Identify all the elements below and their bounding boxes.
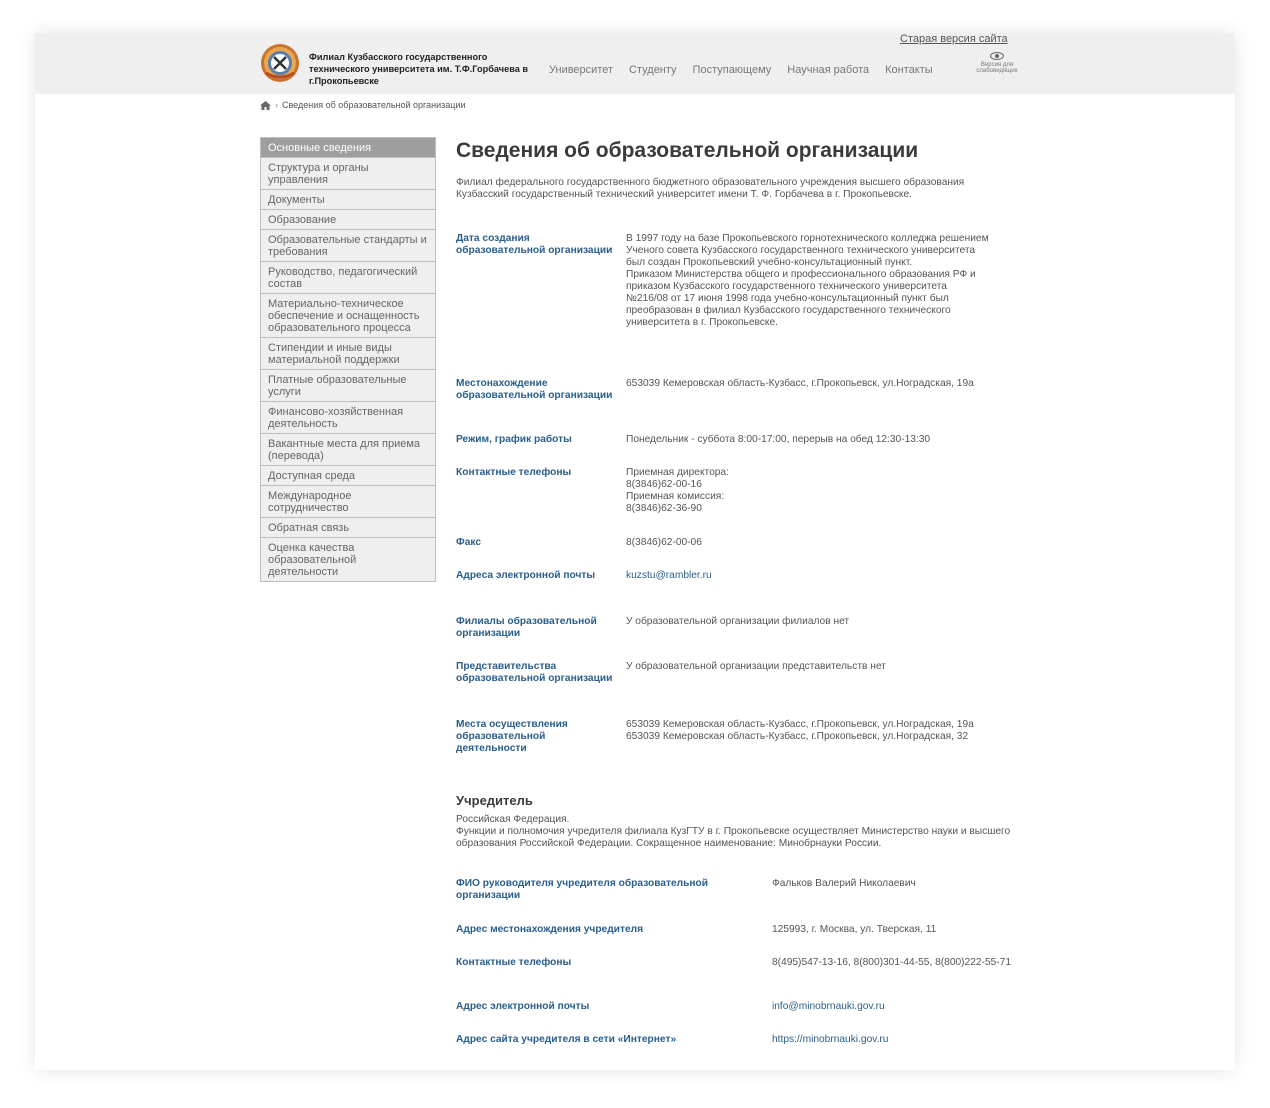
row-label: Представительства образовательной организации [456, 661, 613, 684]
eye-icon [990, 52, 1004, 60]
row-label: Режим, график работы [456, 434, 572, 445]
sidebar-item-management[interactable]: Руководство, педагогический состав [260, 262, 436, 294]
breadcrumb-separator: › [275, 100, 278, 110]
founder-website-link[interactable]: https://minobrnauki.gov.ru [772, 1034, 889, 1045]
nav-item-university[interactable]: Университет [549, 64, 614, 76]
sidebar-item-international[interactable]: Международное сотрудничество [260, 486, 436, 518]
row-value: Фальков Валерий Николаевич [772, 878, 916, 889]
row-label: Адрес электронной почты [456, 1001, 590, 1012]
breadcrumb-current: Сведения об образовательной организации [282, 100, 466, 110]
row-value: У образовательной организации представительств нет [626, 661, 886, 672]
row-value: 8(495)547-13-16, 8(800)301-44-55, 8(800)222-55-71 [772, 957, 1012, 968]
row-value: 653039 Кемеровская область-Кузбасс, г.Прокопьевск, ул.Ноградская, 19а [626, 378, 974, 389]
founder-email-link[interactable]: info@minobrnauki.gov.ru [772, 1001, 885, 1012]
sidebar-item-documents[interactable]: Документы [260, 190, 436, 210]
row-value: У образовательной организации филиалов нет [626, 616, 850, 627]
row-value: 8(3846)62-00-06 [626, 537, 702, 548]
row-label: Адрес местонахождения учредителя [456, 924, 644, 935]
row-label: Факс [456, 537, 481, 548]
row-label: Адрес сайта учредителя в сети «Интернет» [456, 1034, 677, 1045]
row-value: Приемная директора: 8(3846)62-00-16 Приемная комиссия: 8(3846)62-36-90 [626, 467, 729, 514]
founder-title: Учредитель [456, 793, 533, 808]
row-label: Места осуществления образовательной деятельности [456, 719, 568, 754]
sidebar-item-quality[interactable]: Оценка качества образовательной деятельности [260, 538, 436, 582]
founder-text: Российская Федерация. Функции и полномочия учредителя филиала КузГТУ в г. Прокопьевске осуществляет Министерство науки и высшего образования Российской Федерации. Сокращенное наименование: Минобрнауки России. [456, 814, 1011, 849]
sidebar-menu [260, 137, 436, 582]
sidebar-item-paid-services[interactable]: Платные образовательные услуги [260, 370, 436, 402]
row-label: Контактные телефоны [456, 467, 572, 478]
sidebar-item-vacancies[interactable]: Вакантные места для приема (перевода) [260, 434, 436, 466]
row-value: 653039 Кемеровская область-Кузбасс, г.Прокопьевск, ул.Ноградская, 19а 653039 Кемеровская область-Кузбасс, г.Прокопьевск, ул.Ноградская, 32 [626, 719, 974, 742]
row-label: Дата создания образовательной организации [456, 233, 613, 256]
old-site-link[interactable]: Старая версия сайта [900, 33, 1008, 45]
row-label: Контактные телефоны [456, 957, 572, 968]
nav-item-research[interactable]: Научная работа [787, 64, 870, 76]
row-label: Местонахождение образовательной организации [456, 378, 613, 401]
org-name[interactable]: Филиал Кузбасского государственного технического университета им. Т.Ф.Горбачева в г.Прокопьевске [309, 52, 529, 86]
sidebar-item-education[interactable]: Образование [260, 210, 436, 230]
row-value: Понедельник - суббота 8:00-17:00, перерыв на обед 12:30-13:30 [626, 434, 931, 445]
email-link[interactable]: kuzstu@rambler.ru [626, 570, 712, 581]
low-vision-button[interactable] [967, 52, 1027, 74]
nav-item-student[interactable]: Студенту [629, 64, 677, 76]
university-emblem-icon[interactable] [260, 43, 300, 83]
main-nav [549, 64, 949, 76]
sidebar-item-basic-info[interactable]: Основные сведения [260, 137, 436, 158]
breadcrumb [260, 100, 465, 110]
row-value: В 1997 году на базе Прокопьевского горнотехнического колледжа решением Ученого совета Кузбасского государственного технического университета был создан Прокопьевский учебно-консультационный пункт. Приказом Министерства общего и профессионального образования РФ и приказом Кузбасского государственного технического университета №216/08 от 17 июня 1998 года учебно-консультационный пункт был преобразован в филиал Кузбасского государственного технического университета в г. Прокопьевске. [626, 233, 989, 328]
intro-text: Филиал федерального государственного бюджетного образовательного учреждения высшего образования Кузбасский государственный технический университет имени Т. Ф. Горбачева в г. Прокопьевске. [456, 177, 965, 200]
site-header [35, 33, 1235, 94]
row-label: Адреса электронной почты [456, 570, 596, 581]
low-vision-label: Версия для слабовидящих [976, 62, 1018, 74]
row-label: Филиалы образовательной организации [456, 616, 597, 639]
sidebar-item-facilities[interactable]: Материально-техническое обеспечение и оснащенность образовательного процесса [260, 294, 436, 338]
sidebar-item-standards[interactable]: Образовательные стандарты и требования [260, 230, 436, 262]
home-icon[interactable] [260, 101, 271, 110]
sidebar-item-structure[interactable]: Структура и органы управления [260, 158, 436, 190]
page [35, 33, 1235, 1070]
nav-item-applicant[interactable]: Поступающему [692, 64, 772, 76]
sidebar-item-finance[interactable]: Финансово-хозяйственная деятельность [260, 402, 436, 434]
sidebar-item-scholarships[interactable]: Стипендии и иные виды материальной поддержки [260, 338, 436, 370]
nav-item-contacts[interactable]: Контакты [885, 64, 933, 76]
page-title: Сведения об образовательной организации [456, 139, 919, 162]
row-label: ФИО руководителя учредителя образовательной организации [456, 878, 709, 901]
sidebar-item-feedback[interactable]: Обратная связь [260, 518, 436, 538]
row-value: 125993, г. Москва, ул. Тверская, 11 [772, 924, 937, 935]
sidebar-item-accessibility[interactable]: Доступная среда [260, 466, 436, 486]
